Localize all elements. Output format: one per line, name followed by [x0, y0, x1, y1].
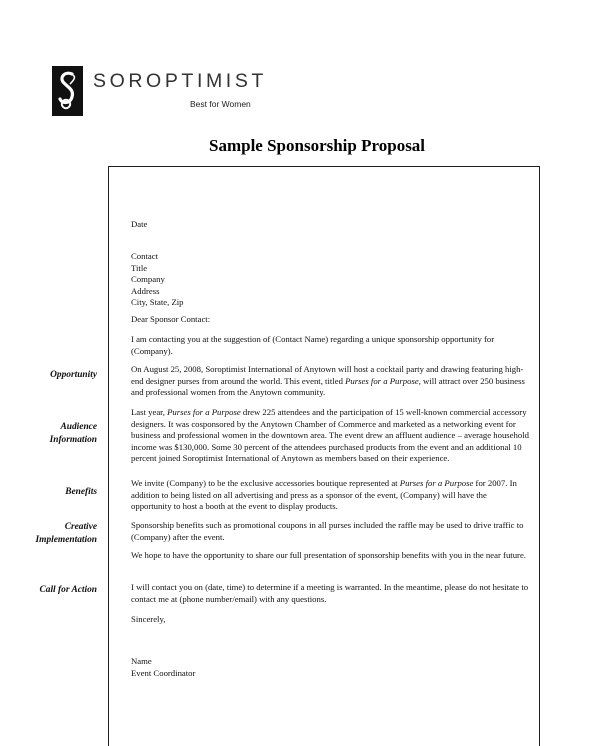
signature-block [131, 656, 529, 679]
soroptimist-logo-icon [52, 66, 83, 116]
paragraph-opportunity: On August 25, 2008, Soroptimist International of Anytown will host a cocktail party and drawing featuring high-end designer purses from around the world. This event, titled Purses for a Purpose, will attract over 250 business and professional women from the Anytown community. [131, 364, 525, 398]
margin-label-call-for-action: Call for Action [39, 585, 97, 595]
paragraph-call-for-action: I will contact you on (date, time) to determine if a meeting is warranted. In the meantime, please do not hesitate to contact me at (phone number/email) with any questions. [131, 582, 529, 604]
paragraph-benefits: We invite (Company) to be the exclusive accessories boutique represented at Purses for a Purpose for 2007. In addition to being listed on all advertising and press as a sponsor of the event, (Company) will have the opportunity to host a booth at the event to display products. [131, 478, 517, 512]
margin-label-opportunity: Opportunity [50, 370, 97, 380]
paragraph-audience: Last year, Purses for a Purpose drew 225 attendees and the participation of 15 well-known commercial accessory designers. It was cosponsored by the Anytown Chamber of Commerce and marketed as a networking event for business and professional women in the downtown area. The event drew an affluent audience – average household income was $130,000. Some 30 percent of the attendees purchased products from the event and an additional 10 percent joined Soroptimist International of Anytown as members based on their experience. [131, 407, 529, 464]
margin-label-audience-information: Audience Information [49, 422, 97, 445]
paragraph-intro: I am contacting you at the suggestion of (Contact Name) regarding a unique sponsorship opportunity for (Company). [131, 334, 495, 356]
letter-closing: Sincerely, [131, 614, 166, 624]
brand-name: SOROPTIMIST [93, 70, 267, 92]
signature-name: Name [131, 656, 152, 666]
document-title: Sample Sponsorship Proposal [209, 136, 426, 155]
paragraph-creative: Sponsorship benefits such as promotional coupons in all purses included the raffle may be used to drive traffic to (Company) after the event. [131, 520, 524, 542]
letter-date: Date [131, 219, 148, 229]
margin-label-creative-implementation: Creative Implementation [35, 522, 97, 545]
letter-salutation: Dear Sponsor Contact: [131, 314, 211, 324]
event-name: Purses for a Purpose [345, 375, 419, 386]
brand-tagline: Best for Women [190, 99, 251, 109]
paragraph-hope: We hope to have the opportunity to share our full presentation of sponsorship benefits with you in the near future. [131, 550, 526, 560]
recipient-address-block: Contact Title Company Address City, State, Zip [131, 251, 184, 308]
signature-title: Event Coordinator [131, 667, 196, 678]
event-name: Purses for a Purpose [399, 478, 474, 488]
margin-label-benefits: Benefits [65, 487, 97, 497]
event-name: Purses for a Purpose [167, 407, 241, 417]
